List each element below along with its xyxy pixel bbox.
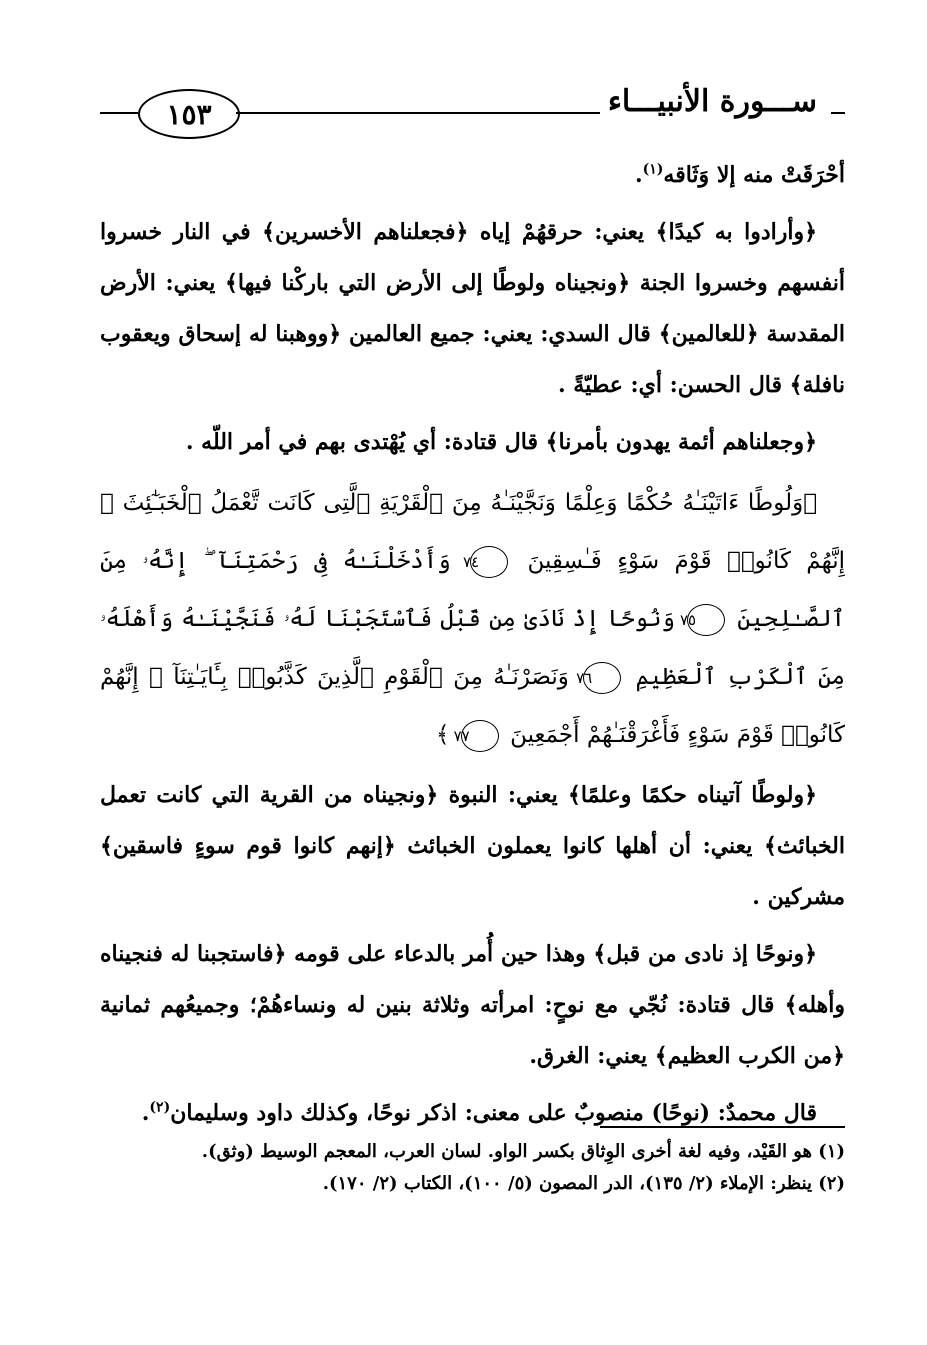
paragraph-6-text: قال محمدٌ: (نوحًا) منصوبٌ على معنى: اذكر نوحًا، وكذلك داود وسليمان [170, 1100, 817, 1126]
header-rule-left [100, 112, 138, 114]
ayah-number-75: ٧٥ [687, 604, 725, 636]
footnote-1: (١) هو القَيْد، وفيه لغة أخرى الوِثاق بكسر الواو. لسان العرب، المعجم الوسيط (وثق). [201, 1141, 845, 1162]
verse-76-text: وَنُوحًا إِذْ نَادَىٰ مِن قَبْلُ فَٱسْتَجَبْنَا لَهُۥ فَنَجَّيْنَـٰهُ وَأَهْلَهُۥ مِنَ ٱلْكَرْبِ ٱلْعَظِيمِ [100, 606, 845, 690]
paragraph-1 [100, 150, 845, 201]
paragraph-6 [100, 1088, 845, 1139]
surah-title: ســـورة الأنبيـــاء [600, 84, 825, 119]
footnotes [100, 1136, 845, 1200]
verse-75-text: وَأَدْخَلْنَـٰهُ فِى رَحْمَتِنَآ ۖ إِنَّهُۥ مِنَ ٱلصَّـٰلِحِينَ [100, 548, 846, 632]
paragraph-3: ﴿وجعلناهم أئمة يهدون بأمرنا﴾ قال قتادة: أي يُهْتدى بهم في أمر اللّه . [185, 429, 817, 455]
paragraph-2: ﴿وأرادوا به كيدًا﴾ يعني: حرقهُمْ إياه ﴿فجعلناهم الأخسرين﴾ في النار خسروا أنفسهم وخسروا الجنة ﴿ونجيناه ولوطًا إلى الأرض التي باركْنا فيها﴾ يعني: الأرض المقدسة ﴿للعالمين﴾ قال السدي: يعني: جميع العالمين ﴿ووهبنا له إسحاق ويعقوب نافلة﴾ قال الحسن: أي: عطيّةً . [100, 219, 845, 398]
paragraph-4: ﴿ولوطًا آتيناه حكمًا وعلمًا﴾ يعني: النبوة ﴿ونجيناه من القرية التي كانت تعمل الخبائث﴾ يعني: أن أهلها كانوا يعملون الخبائث ﴿إنهم كانوا قوم سوءٍ فاسقين﴾ مشركين . [100, 782, 845, 910]
paragraph-1-text: أحْرَقَتْ منه إلا وَثَاقه [663, 162, 845, 188]
quran-verses [100, 474, 845, 764]
main-text [100, 150, 845, 1145]
footnote-2: (٢) ينظر: الإملاء (٢/ ١٣٥)، الدر المصون (٥/ ١٠٠)، الكتاب (٢/ ١٧٠). [322, 1173, 845, 1194]
header-rule-middle [236, 112, 656, 114]
ayah-number-77: ٧٧ [461, 720, 499, 752]
paragraph-5: ﴿ونوحًا إذ نادى من قبل﴾ وهذا حين أُمر بالدعاء على قومه ﴿فاستجبنا له فنجيناه وأهله﴾ قال قتادة: نُجّي مع نوحٍ: امرأته وثلاثة بنين له ونساءهُمْ؛ وجميعُهم ثمانية ﴿من الكرب العظيم﴾ يعني: الغرق. [100, 941, 845, 1069]
verse-close-bracket: ﴾ [435, 722, 450, 748]
page-header [100, 72, 845, 152]
verse-77-text: وَنَصَرْنَـٰهُ مِنَ ٱلْقَوْمِ ٱلَّذِينَ كَذَّبُوا۟ بِـَٔايَـٰتِنَآ ۚ إِنَّهُمْ كَانُوا۟ قَوْمَ سَوْءٍ فَأَغْرَقْنَـٰهُمْ أَجْمَعِينَ [100, 664, 845, 748]
ayah-number-74: ٧٤ [470, 546, 508, 578]
footnote-ref-1[interactable]: (١) [642, 161, 664, 178]
page-number: ١٥٣ [138, 89, 240, 139]
footnote-ref-2[interactable]: (٢) [149, 1099, 171, 1116]
header-rule-right [831, 112, 845, 114]
verse-74-text: ﴿وَلُوطًا ءَاتَيْنَـٰهُ حُكْمًا وَعِلْمًا وَنَجَّيْنَـٰهُ مِنَ ٱلْقَرْيَةِ ٱلَّتِى كَانَت تَّعْمَلُ ٱلْخَبَـٰٓئِثَ ۗ إِنَّهُمْ كَانُوا۟ قَوْمَ سَوْءٍ فَـٰسِقِينَ [100, 490, 845, 574]
footnote-separator [600, 1126, 845, 1128]
paragraph-6-end: . [141, 1100, 150, 1126]
ayah-number-76: ٧٦ [583, 662, 621, 694]
paragraph-1-end: . [634, 162, 643, 188]
